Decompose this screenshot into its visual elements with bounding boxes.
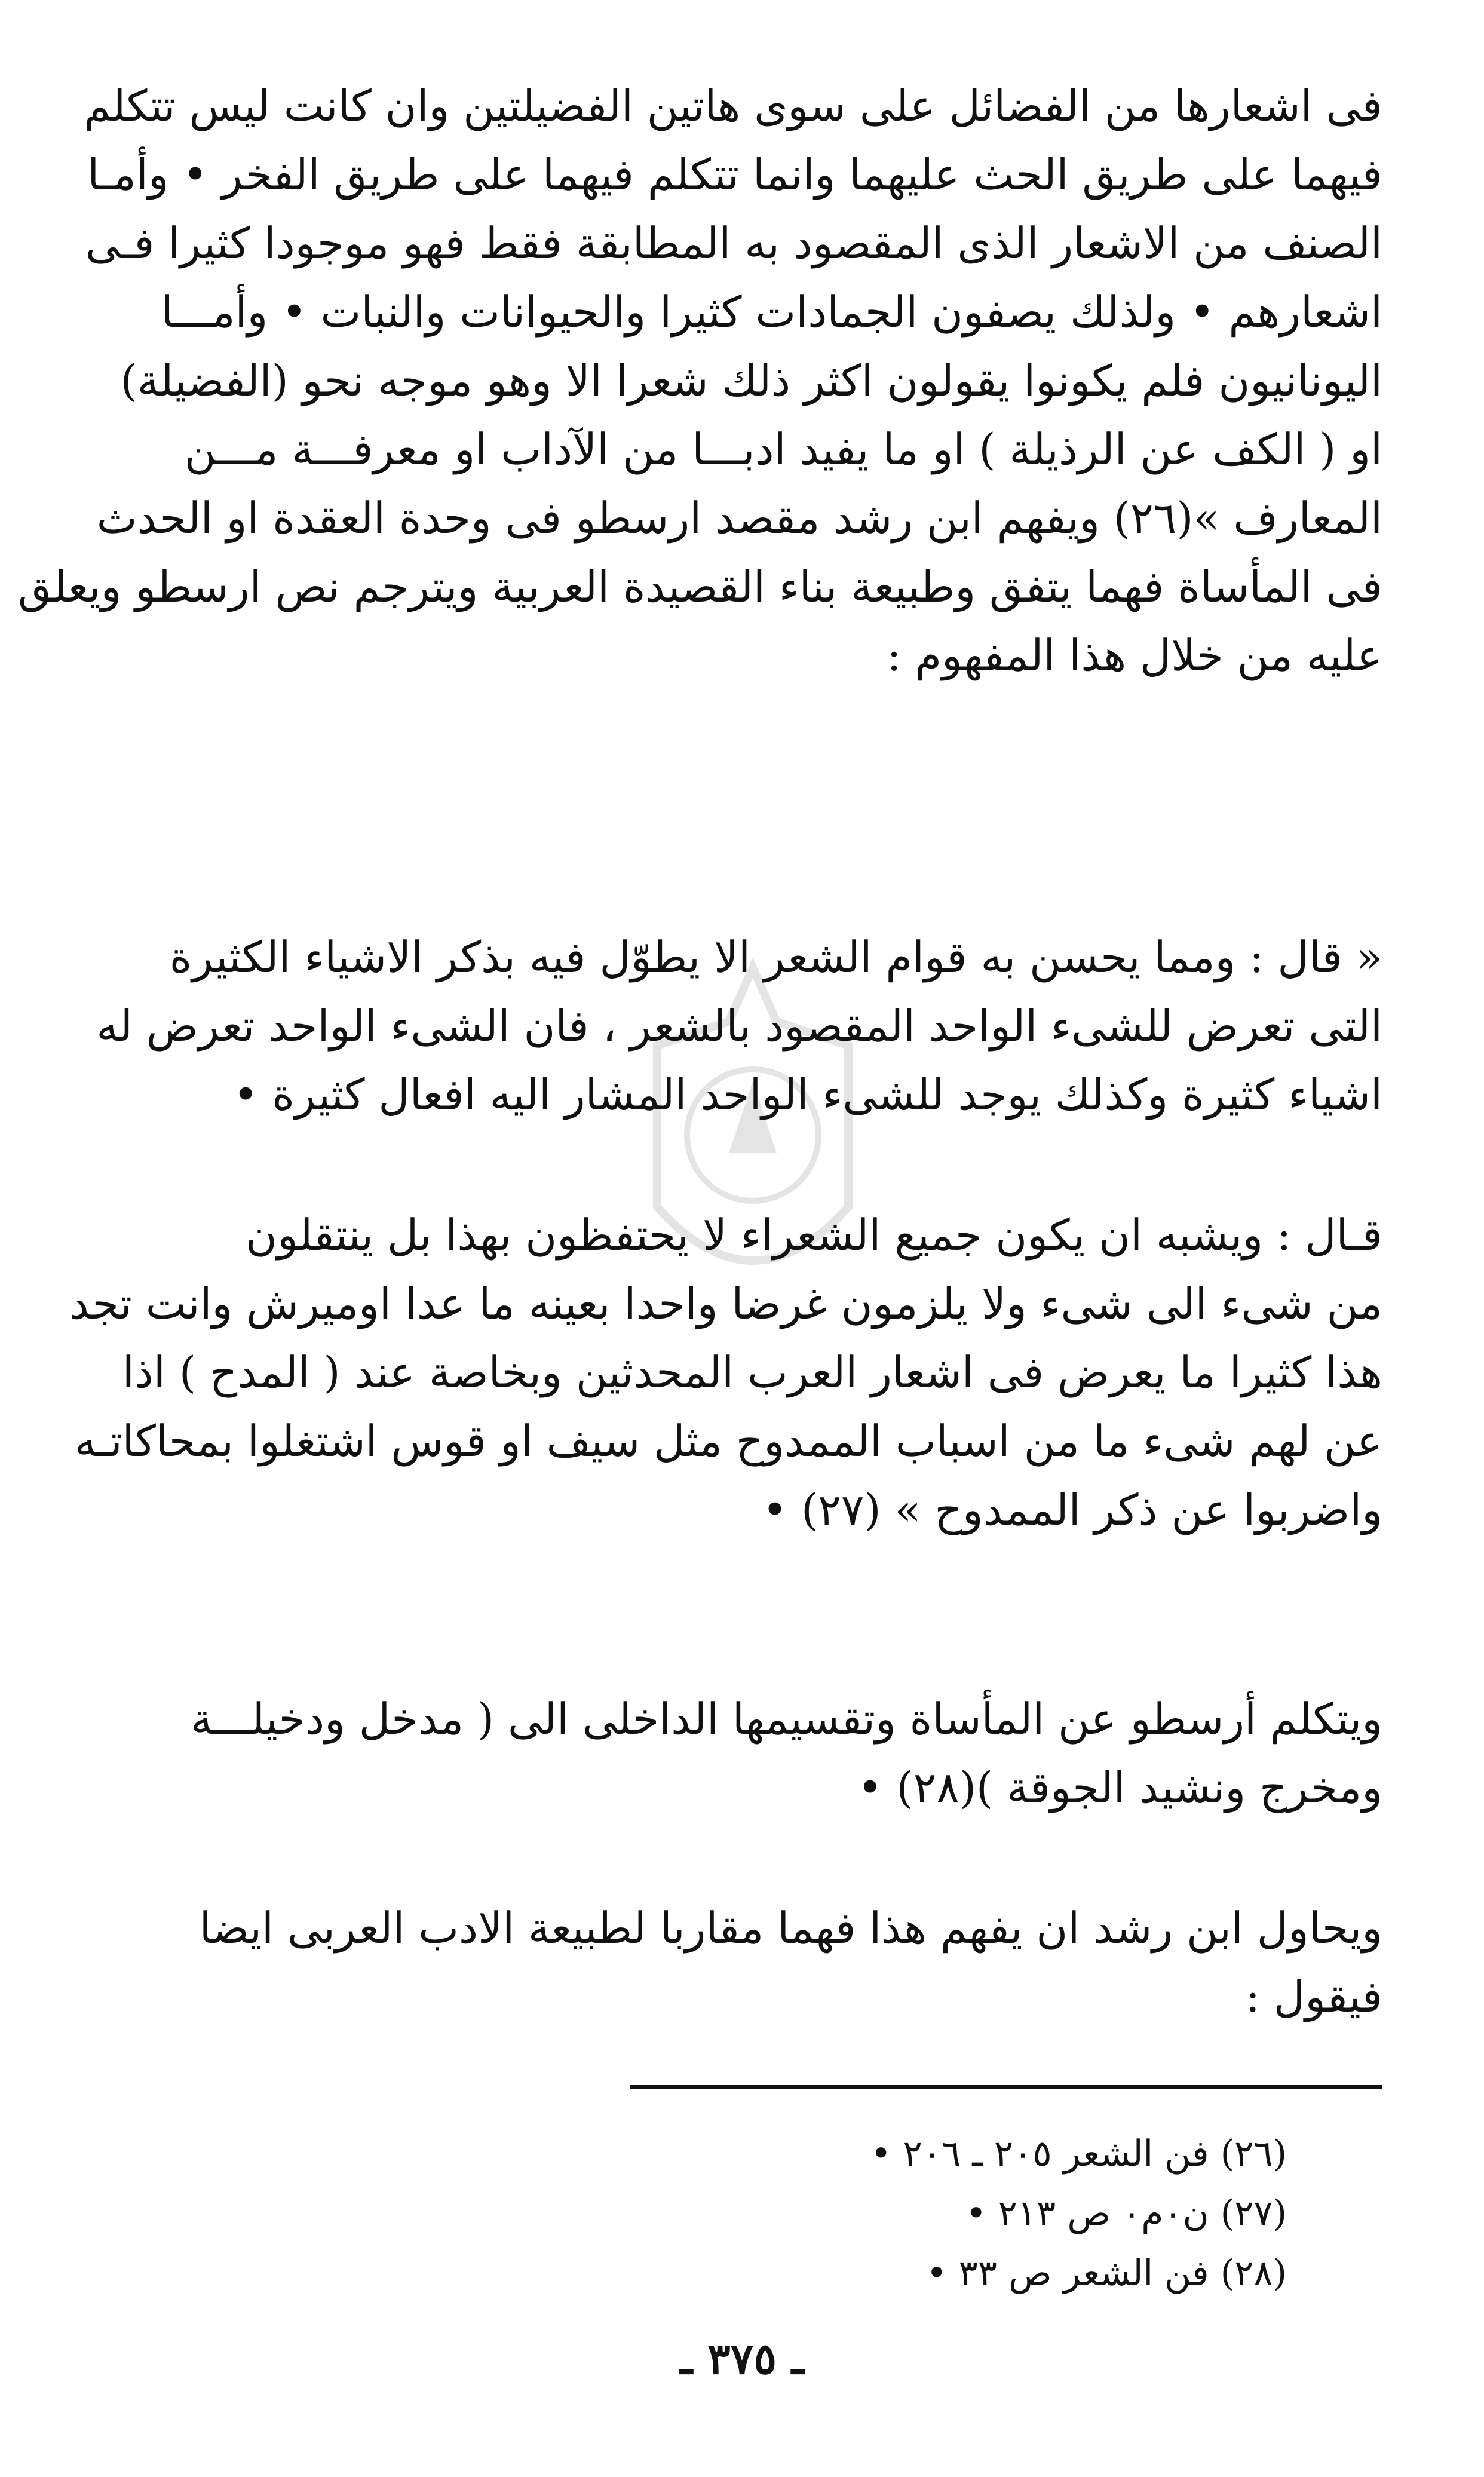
text-line: اشعارهم • ولذلك يصفون الجمادات كثيرا والحيوانات والنبات • وأمـــا	[161, 287, 1382, 337]
text-line: « قال : ومما يحسن به قوام الشعر الا يطوّل فيه بذكر الاشياء الكثيرة	[169, 932, 1382, 982]
text-line: الصنف من الاشعار الذى المقصود به المطابقة فقط فهو موجودا كثيرا فـى	[85, 218, 1382, 268]
text-line: فى اشعارها من الفضائل على سوى هاتين الفضيلتين وان كانت ليس تتكلم	[84, 81, 1382, 131]
text-line: هذا كثيرا ما يعرض فى اشعار العرب المحدثين وبخاصة عند ( المدح ) اذا	[122, 1347, 1382, 1397]
text-line: ويتكلم أرسطو عن المأساة وتقسيمها الداخلى الى ( مدخل ودخيلـــة	[191, 1694, 1382, 1744]
text-line: قـال : ويشبه ان يكون جميع الشعراء لا يحتفظون بهذا بل ينتقلون	[246, 1210, 1382, 1260]
footnote-divider	[630, 2085, 1382, 2089]
text-line: فيقول :	[1245, 1972, 1382, 2022]
text-line: او ( الكف عن الرذيلة ) او ما يفيد ادبـــا من الآداب او معرفـــة مـــن	[184, 424, 1382, 474]
footnote-26: (٢٦) فن الشعر ٢٠٥ ـ ٢٠٦ •	[870, 2133, 1287, 2175]
text-line: المعارف »(٢٦) ويفهم ابن رشد مقصد ارسطو فى وحدة العقدة او الحدث	[96, 493, 1382, 543]
footnote-28: (٢٨) فن الشعر ص ٣٣ •	[926, 2252, 1287, 2294]
paragraph-averroes-poetry	[17, 72, 1382, 690]
text-line: عليه من خلال هذا المفهوم :	[887, 630, 1382, 680]
text-line: اشياء كثيرة وكذلك يوجد للشىء الواحد المشار اليه افعال كثيرة •	[232, 1069, 1382, 1120]
paragraph-averroes-attempt	[104, 1894, 1382, 2031]
text-line: اليونانيون فلم يكونوا يقولون اكثر ذلك شعرا الا وهو موجه نحو (الفضيلة)	[120, 355, 1382, 406]
quote-paragraph-1	[96, 923, 1382, 1129]
quote-paragraph-2	[69, 1201, 1382, 1544]
text-line: واضربوا عن ذكر الممدوح » (٢٧) •	[762, 1485, 1382, 1535]
footnote-27: (٢٧) ن٠م٠ ص ٢١٣ •	[965, 2193, 1287, 2234]
page-number: ـ ٣٧٥ ـ	[679, 2333, 805, 2384]
text-line: من شىء الى شىء ولا يلزمون غرضا واحدا بعينه ما عدا اوميرش وانت تجد	[69, 1279, 1382, 1329]
text-line: فيهما على طريق الحث عليهما وانما تتكلم فيهما على طريق الفخر • وأمـا	[87, 149, 1382, 200]
text-line: عن لهم شىء ما من اسباب الممدوح مثل سيف او قوس اشتغلوا بمحاكاتـه	[74, 1416, 1382, 1466]
text-line: ومخرج ونشيد الجوقة )(٢٨) •	[857, 1762, 1382, 1813]
paragraph-tragedy-parts	[104, 1685, 1382, 1822]
text-line: التى تعرض للشىء الواحد المقصود بالشعر ، فان الشىء الواحد تعرض له	[96, 1001, 1382, 1051]
footnotes	[331, 2124, 1287, 2303]
text-line: فى المأساة فهما يتفق وطبيعة بناء القصيدة العربية ويترجم نص ارسطو ويعلق	[17, 562, 1382, 612]
text-line: ويحاول ابن رشد ان يفهم هذا فهما مقاربا لطبيعة الادب العربى ايضا	[199, 1903, 1382, 1953]
